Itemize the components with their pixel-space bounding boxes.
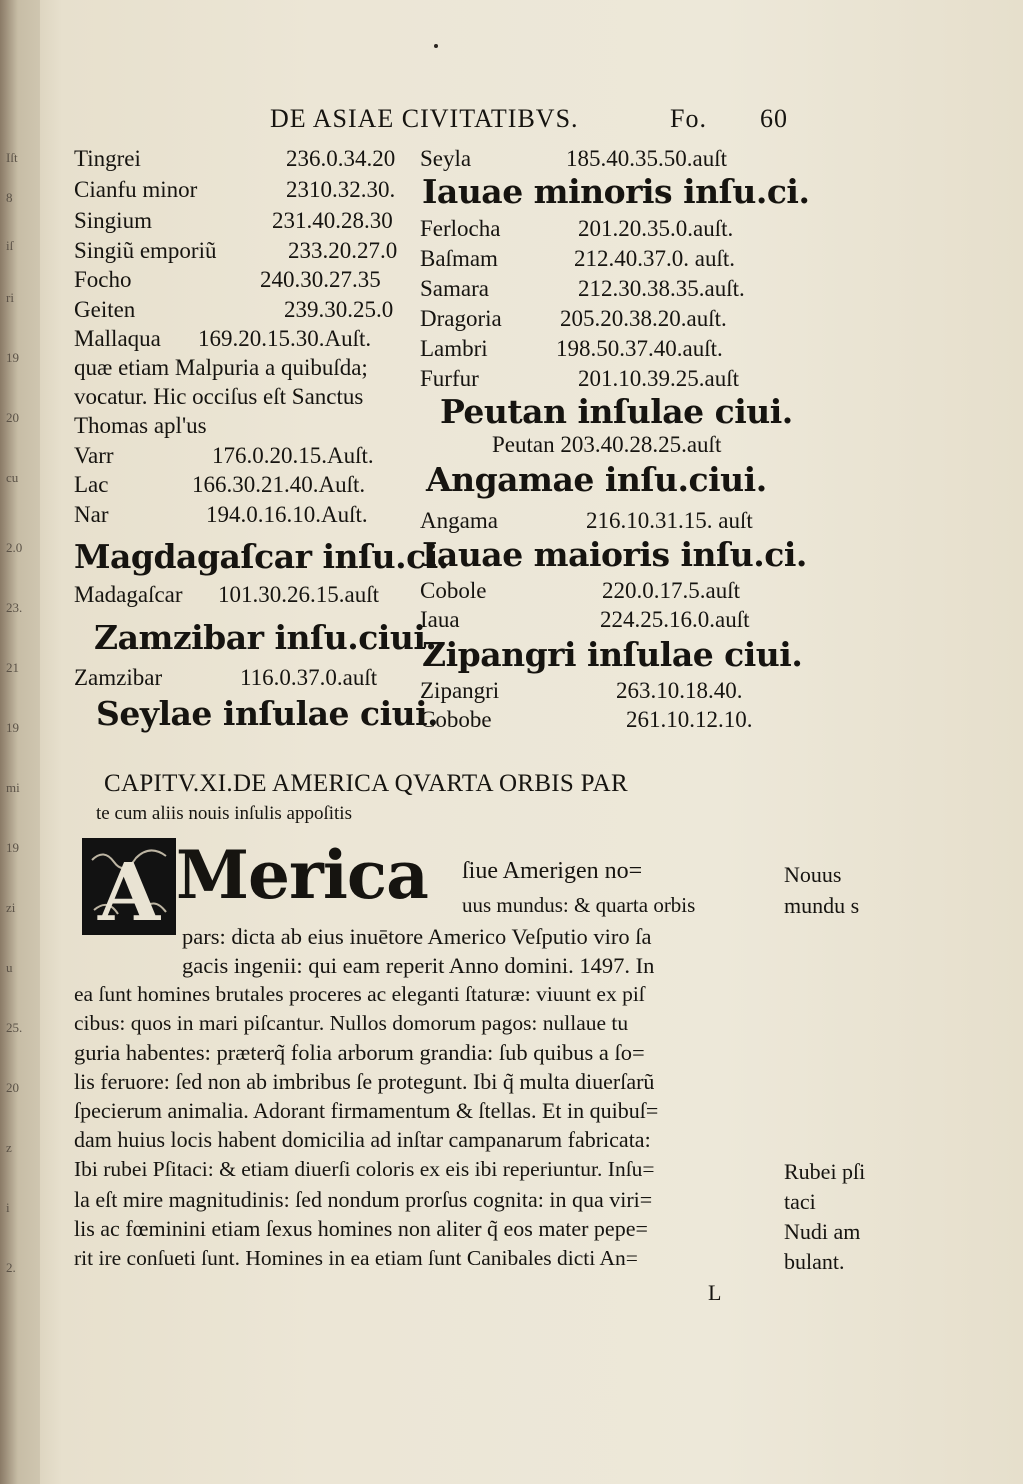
section-heading: Peutan inſulae ciui. (440, 392, 793, 431)
facing-page-edge: Iſt 8 iſ ri 19 20 cu 2.0 23. 21 19 mi 19 zi u 25. 20 z i 2. (0, 0, 40, 1484)
table-row: Peutan 203.40.28.25.auſt (492, 432, 722, 457)
body-line: gacis ingenii: qui eam reperit Anno domini. 1497. In (182, 953, 655, 978)
chapter-subtitle: te cum aliis nouis inſulis appoſitis (96, 803, 352, 824)
header-title: DE ASIAE CIVITATIBVS. (270, 104, 579, 133)
page-number: 60 (760, 104, 788, 133)
margin-note: Rubei pſi (784, 1159, 866, 1184)
body-line: ſpecierum animalia. Adorant firmamentum & ſtellas. Et in quibuſ= (74, 1098, 659, 1123)
margin-note: Nouus (784, 862, 842, 887)
section-heading: Angamae inſu.ciui. (426, 460, 767, 499)
note-line: quæ etiam Malpuria a quibuſda; (74, 355, 368, 380)
margin-note: mundu s (784, 893, 860, 918)
margin-note: bulant. (784, 1249, 845, 1274)
svg-text:A: A (97, 845, 161, 933)
initial-ornament-icon (84, 840, 174, 933)
body-line: la eſt mire magnitudinis: ſed nondum prorſus cognita: in qua viri= (74, 1187, 653, 1212)
body-line: cibus: quos in mari piſcantur. Nullos domorum pagos: nullaue tu (74, 1011, 629, 1035)
running-header (270, 104, 788, 134)
ink-speck (434, 44, 438, 48)
section-heading: Iauae maioris inſu.ci. (422, 535, 807, 574)
section-heading: Zamzibar inſu.ciui. (94, 618, 437, 657)
body-line: rit ire conſueti ſunt. Homines in ea etiam ſunt Canibales dicti An= (74, 1246, 638, 1270)
margin-note: taci (784, 1189, 816, 1214)
body-line: ſiue Amerigen no= (462, 858, 643, 884)
body-line: Ibi rubei Pſitaci: & etiam diuerſi coloris ex eis ibi reperiuntur. Inſu= (74, 1157, 655, 1181)
section-heading: Iauae minoris inſu.ci. (422, 172, 810, 211)
book-page: DE ASIAE CIVITATIBVS. Fo. 60 Tingrei 236.0.34.20 Cianfu minor 2310.32.30. Singium 231.40.28.30 Singiũ emporiũ 233.20.27.0 Focho 240.30.27.35 Geiten 239.30.25.0 Mallaqua 169.20.15.30.Auſt. quæ etiam Malpuria a quibuſda; vocatur. Hic occiſus eſt Sanctus Thomas apl'us Varr 176.0.20.15.Auſt. Lac 166.30.21.40.Auſt. Nar 194.0.16.10.Auſt. Magdagaſcar inſu.ci. Madagaſcar 101.30.26.15.auſt Zamzibar inſu.ciui. Zamzibar 116.0.37.0.auſt Seylae inſulae ciui. Seyla 185.40.35.50.auſt Iauae minoris inſu.ci. Ferlocha 201.20.35.0.auſt. Baſmam 212.40.37.0. auſt. Samara 212.30.38.35.auſt. Dragoria 205.20.38.20.auſt. Lambri 198.50.37.40.auſt. Furfur 201.10.39.25.auſt Peutan inſulae ciui. Peutan 203.40.28.25.auſt Angamae inſu.ciui. Angama 216.10.31.15. auſt Iauae maioris inſu.ci. Cobole 220.0.17.5.auſt Iaua 224.25.16.0.auſt Zipangri inſulae ciui. Zipangri 263.10.18.40. Cobobe 261.10.12.10. CAPITV.XI.DE AMERICA QVARTA ORBIS PAR te cum aliis nouis inſulis appoſitis A Merica ſiue Amerigen no= uus mundus: & quarta orbis pars: dicta ab eius inuētore Americo Veſputio viro ſa gacis ingenii: qui eam reperit Anno domini. 1497. In ea ſunt homines brutales proceres ac eleganti ſtaturæ: viuunt ex piſ cibus: quos in mari piſcantur. Nullos domorum pagos: nullaue tu guria habentes: præterq̃ folia arborum grandia: ſub quibus a ſo= lis feruore: ſed non ab imbribus ſe protegunt. Ibi q̃ multa diuerſarũ ſpecierum animalia. Adorant firmamentum & ſtellas. Et in quibuſ= dam huius locis habent domicilia ad inſtar campanarum fabricata: Ibi rubei Pſitaci: & etiam diuerſi coloris ex eis ibi reperiuntur. Inſu= la eſt mire magnitudinis: ſed nondum prorſus cognita: in qua viri= lis ac fœminini etiam ſexus homines non aliter q̃ eos mater pepe= rit ire conſueti ſunt. Homines in ea etiam ſunt Canibales dicti An= L Nouus mundu s Rubei pſi taci Nudi am bulant. (22, 0, 1023, 1484)
note-line: vocatur. Hic occiſus eſt Sanctus (74, 384, 364, 409)
body-line: pars: dicta ab eius inuētore Americo Veſputio viro ſa (182, 924, 652, 949)
body-line: guria habentes: præterq̃ folia arborum grandia: ſub quibus a ſo= (74, 1040, 645, 1065)
decorated-initial (82, 838, 176, 935)
body-line: lis feruore: ſed non ab imbribus ſe protegunt. Ibi q̃ multa diuerſarũ (74, 1069, 655, 1094)
body-line: lis ac fœminini etiam ſexus homines non aliter q̃ eos mater pepe= (74, 1216, 648, 1241)
header-folio-label: Fo. (670, 104, 707, 133)
note-line: Thomas apl'us (74, 413, 207, 438)
section-heading: Magdagaſcar inſu.ci. (74, 537, 449, 576)
section-heading: Seylae inſulae ciui. (96, 694, 439, 733)
signature-mark: L (708, 1280, 722, 1305)
body-line: dam huius locis habent domicilia ad inſtar campanarum fabricata: (74, 1127, 651, 1152)
opening-word: Merica (176, 836, 428, 914)
section-heading: Zipangri inſulae ciui. (422, 635, 803, 674)
body-line: ea ſunt homines brutales proceres ac eleganti ſtaturæ: viuunt ex piſ (74, 982, 645, 1006)
chapter-title: CAPITV.XI.DE AMERICA QVARTA ORBIS PAR (104, 770, 628, 797)
margin-note: Nudi am (784, 1219, 861, 1244)
body-line: uus mundus: & quarta orbis (462, 893, 696, 917)
